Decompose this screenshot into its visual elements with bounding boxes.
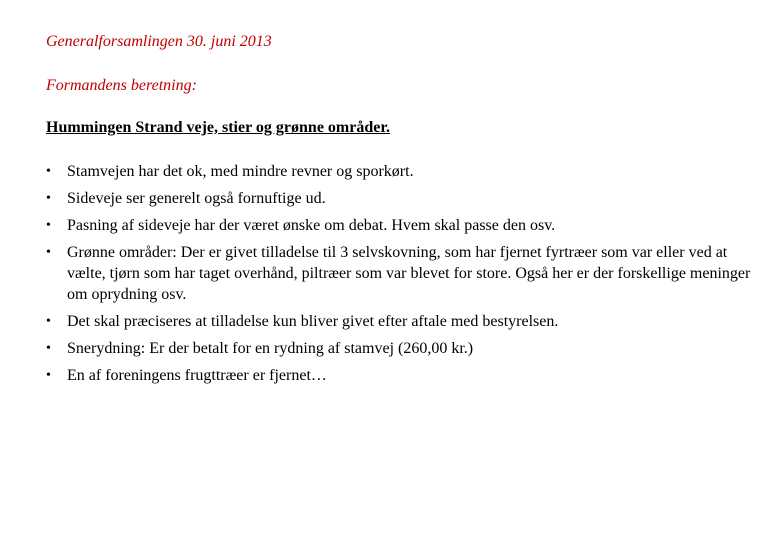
list-item-text: En af foreningens frugttræer er fjernet… [67, 367, 327, 384]
bullet-icon: • [46, 191, 51, 206]
list-item [46, 365, 756, 386]
list-item [46, 311, 756, 332]
list-item-text: Pasning af sideveje har der været ønske om debat. Hvem skal passe den osv. [67, 217, 556, 234]
list-item [46, 161, 756, 182]
list-item-text: Stamvejen har det ok, med mindre revner og sporkørt. [67, 163, 414, 180]
list-item [46, 215, 756, 236]
list-item [46, 242, 756, 305]
list-item [46, 338, 756, 359]
meeting-title: Generalforsamlingen 30. juni 2013 [46, 33, 272, 50]
bullet-icon: • [46, 314, 51, 329]
list-item-text: Det skal præciseres at tilladelse kun bliver givet efter aftale med bestyrelsen. [67, 313, 559, 330]
list-item-text: Snerydning: Er der betalt for en rydning af stamvej (260,00 kr.) [67, 340, 474, 357]
bullet-icon: • [46, 218, 51, 233]
section-heading: Hummingen Strand veje, stier og grønne områder. [46, 119, 390, 136]
bullet-list [46, 161, 756, 392]
list-item-text: Sideveje ser generelt også fornuftige ud. [67, 190, 326, 207]
report-subtitle: Formandens beretning: [46, 77, 197, 94]
bullet-icon: • [46, 341, 51, 356]
bullet-icon: • [46, 245, 51, 260]
bullet-icon: • [46, 164, 51, 179]
list-item [46, 188, 756, 209]
bullet-icon: • [46, 368, 51, 383]
list-item-text: Grønne områder: Der er givet tilladelse til 3 selvskovning, som har fjernet fyrtræer som var eller ved at vælte, tjørn som har taget overhånd, piltræer som var blevet for store. Også her er der forskellige meninger om oprydning osv. [67, 244, 751, 303]
